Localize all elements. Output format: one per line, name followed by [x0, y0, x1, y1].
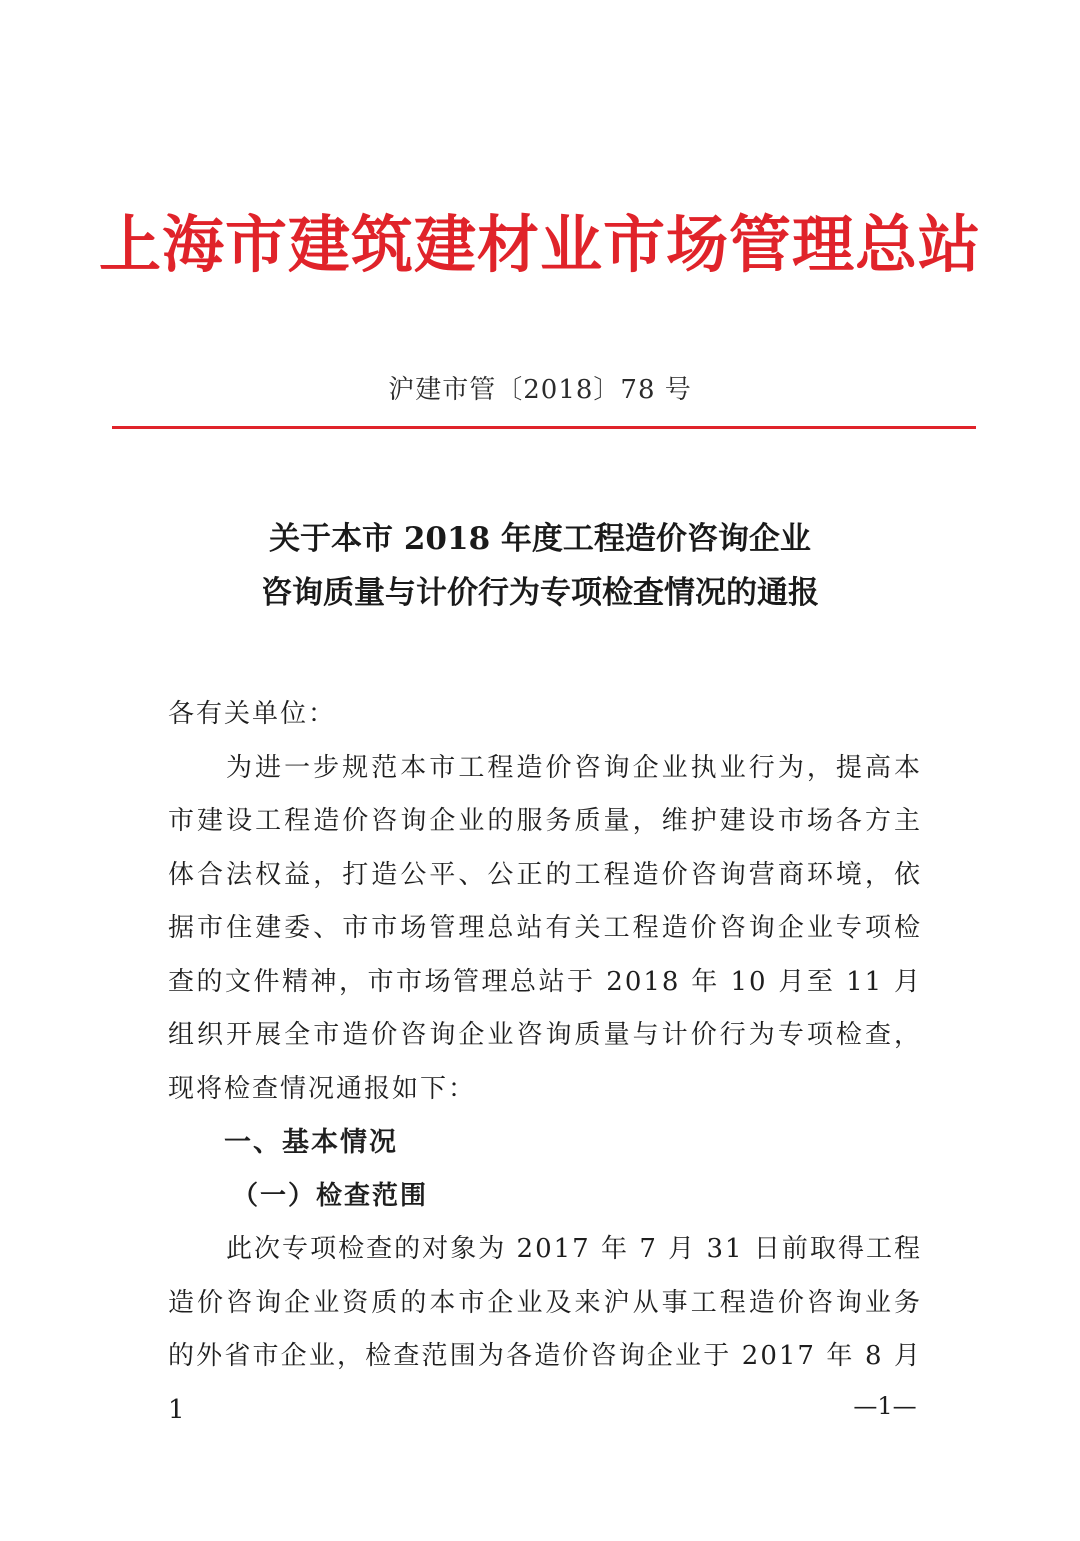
red-divider-line [112, 426, 976, 429]
body-paragraph-1: 为进一步规范本市工程造价咨询企业执业行为，提高本市建设工程造价咨询企业的服务质量，维护建设市场各方主体合法权益，打造公平、公正的工程造价咨询营商环境，依据市住建委、市市场管理总站有关工程造价咨询企业专项检查的文件精神，市市场管理总站于 2018 年 10 月至 11 月组织开展全市造价咨询企业咨询质量与计价行为专项检查，现将检查情况通报如下： [168, 752, 922, 1104]
title-line-1: 关于本市 2018 年度工程造价咨询企业 [269, 521, 811, 557]
page-number: —1— [853, 1392, 917, 1420]
title-line-2: 咨询质量与计价行为专项检查情况的通报 [261, 575, 819, 611]
document-title [0, 512, 1080, 620]
salutation: 各有关单位： [168, 699, 337, 729]
section-heading-basic-situation: 一、基本情况 [224, 1127, 398, 1158]
document-number: 沪建市管〔2018〕78 号 [388, 375, 692, 405]
document-body [168, 688, 922, 1437]
body-paragraph-2: 此次专项检查的对象为 2017 年 7 月 31 日前取得工程造价咨询企业资质的本市企业及来沪从事工程造价咨询业务的外省市企业，检查范围为各造价咨询企业于 2017 年 8 月 1 [168, 1234, 922, 1425]
organization-header: 上海市建筑建材业市场管理总站 [98, 208, 981, 281]
subsection-heading-inspection-scope: （一）检查范围 [232, 1180, 429, 1211]
